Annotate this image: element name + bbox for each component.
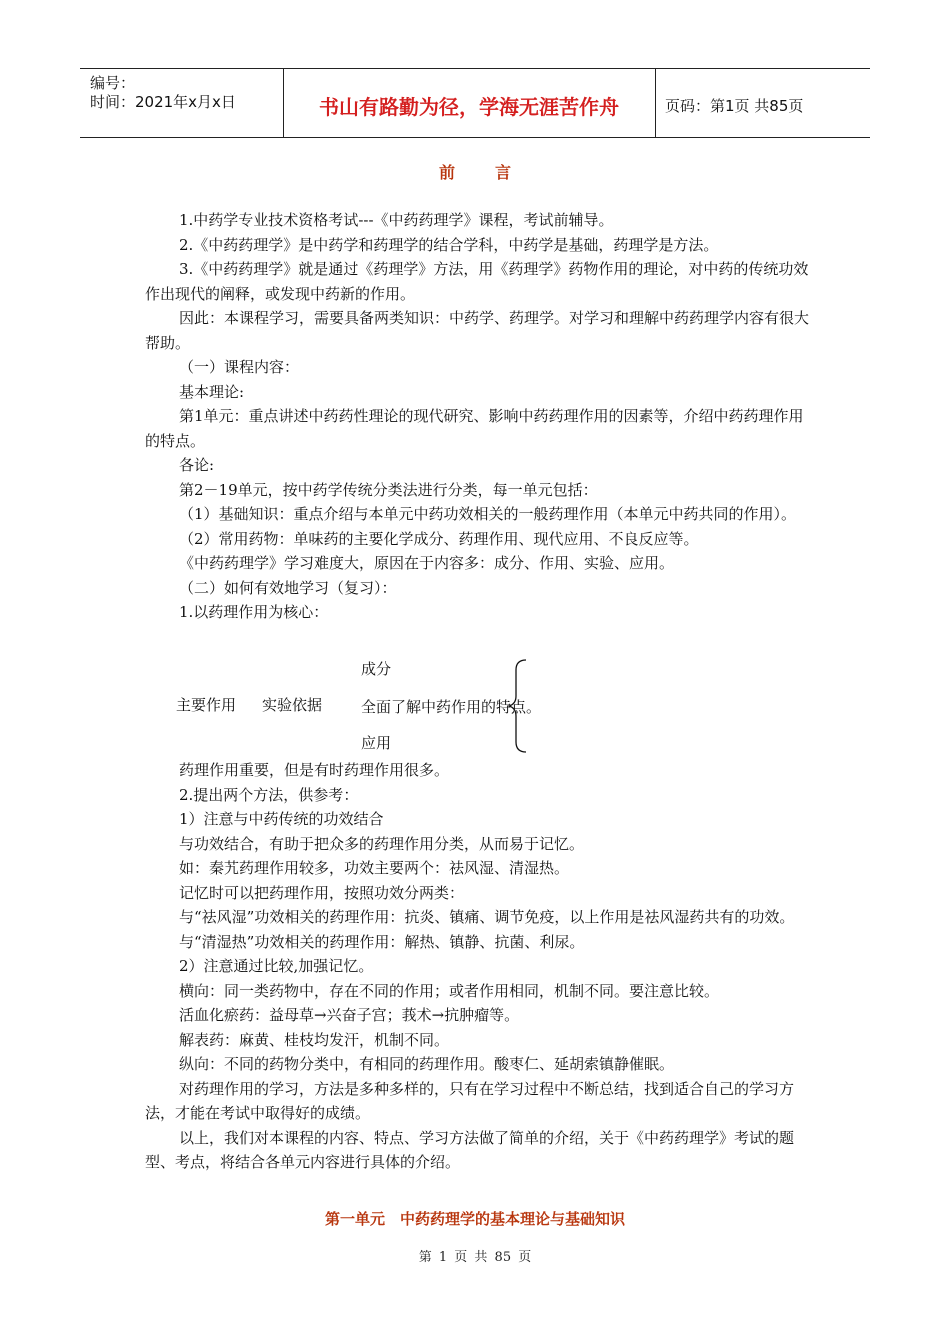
header-page-cell — [655, 69, 870, 137]
paragraph: 如：秦艽药理作用较多，功效主要两个：祛风湿、清湿热。 — [179, 859, 570, 877]
page-info: 页码：第1页 共85页 — [665, 97, 804, 115]
page-footer: 第 1 页 共 85 页 — [418, 1250, 532, 1265]
paragraph: 因此：本课程学习，需要具备两类知识：中药学、药理学。对学习和理解中药药理学内容有很大帮助。 — [145, 309, 810, 352]
paragraph: （2）常用药物：单味药的主要化学成分、药理作用、现代应用、不良反应等。 — [179, 529, 699, 548]
paragraph: 对药理作用的学习，方法是多种多样的，只有在学习过程中不断总结，找到适合自己的学习方法，才能在考试中取得好的成绩。 — [145, 1079, 795, 1122]
paragraph: 第2－19单元，按中药学传统分类法进行分类，每一单元包括： — [179, 480, 598, 499]
paragraph: 各论: — [179, 456, 215, 474]
paragraph: 2）注意通过比较,加强记忆。 — [179, 957, 374, 975]
unit-heading: 第一单元 中药药理学的基本理论与基础知识 — [324, 1210, 625, 1228]
paragraph: （二）如何有效地学习（复习）： — [179, 578, 397, 597]
date-label: 时间：2021年x月x日 — [90, 93, 236, 111]
header-meta-cell — [80, 69, 284, 137]
paragraph: （1）基础知识：重点介绍与本单元中药功效相关的一般药理作用（本单元中药共同的作用）。 — [179, 505, 797, 523]
body-section-a — [145, 208, 810, 625]
diagram-item-application: 应用 — [361, 734, 392, 752]
paragraph: 2.《中药药理学》是中药学和药理学的结合学科，中药学是基础，药理学是方法。 — [179, 235, 719, 254]
paragraph: （一）课程内容： — [179, 358, 300, 376]
paragraph: 2.提出两个方法，供参考： — [179, 785, 359, 804]
paragraph: 1.以药理作用为核心： — [179, 603, 329, 621]
diagram-item-features: 全面了解中药作用的特点。 — [361, 698, 542, 716]
paragraph: 第1单元：重点讲述中药药性理论的现代研究、影响中药药理作用的因素等，介绍中药药理作用的特点。 — [145, 407, 804, 450]
body-section-b — [145, 758, 810, 1175]
paragraph: 药理作用重要，但是有时药理作用很多。 — [179, 761, 450, 779]
page-title: 前言 — [438, 163, 551, 182]
diagram-label-main: 主要作用 — [176, 696, 237, 714]
paragraph: 纵向：不同的药物分类中，有相同的药理作用。酸枣仁、延胡索镇静催眠。 — [179, 1055, 675, 1073]
number-label: 编号： — [90, 74, 136, 92]
study-diagram — [176, 658, 676, 754]
paragraph: 1.中药学专业技术资格考试---《中药药理学》课程，考试前辅导。 — [179, 211, 614, 229]
diagram-item-components: 成分 — [361, 660, 392, 678]
paragraph: 记忆时可以把药理作用，按照功效分两类： — [179, 883, 465, 902]
motto-text: 书山有路勤为径，学海无涯苦作舟 — [319, 95, 619, 119]
header-motto-cell — [283, 69, 656, 137]
paragraph: 解表药：麻黄、桂枝均发汗，机制不同。 — [179, 1030, 450, 1049]
paragraph: 《中药药理学》学习难度大，原因在于内容多：成分、作用、实验、应用。 — [179, 554, 675, 572]
page-header — [80, 68, 870, 138]
paragraph: 横向：同一类药物中，存在不同的作用；或者作用相同，机制不同。要注意比较。 — [179, 981, 720, 1000]
paragraph: 3.《中药药理学》就是通过《药理学》方法，用《药理学》药物作用的理论，对中药的传统功效作出现代的阐释，或发现中药新的作用。 — [145, 260, 809, 303]
paragraph: 基本理论: — [179, 382, 245, 401]
paragraph: 与“祛风湿”功效相关的药理作用：抗炎、镇痛、调节免疫，以上作用是祛风湿药共有的功效。 — [179, 908, 795, 926]
paragraph: 1）注意与中药传统的功效结合 — [179, 810, 384, 828]
paragraph: 与功效结合，有助于把众多的药理作用分类，从而易于记忆。 — [179, 834, 585, 853]
paragraph: 以上，我们对本课程的内容、特点、学习方法做了简单的介绍，关于《中药药理学》考试的题型、考点，将结合各单元内容进行具体的介绍。 — [145, 1128, 795, 1171]
paragraph: 活血化瘀药：益母草→兴奋子宫；莪术→抗肿瘤等。 — [179, 1006, 520, 1024]
diagram-label-basis: 实验依据 — [262, 696, 323, 714]
paragraph: 与“清湿热”功效相关的药理作用：解热、镇静、抗菌、利尿。 — [179, 932, 585, 951]
